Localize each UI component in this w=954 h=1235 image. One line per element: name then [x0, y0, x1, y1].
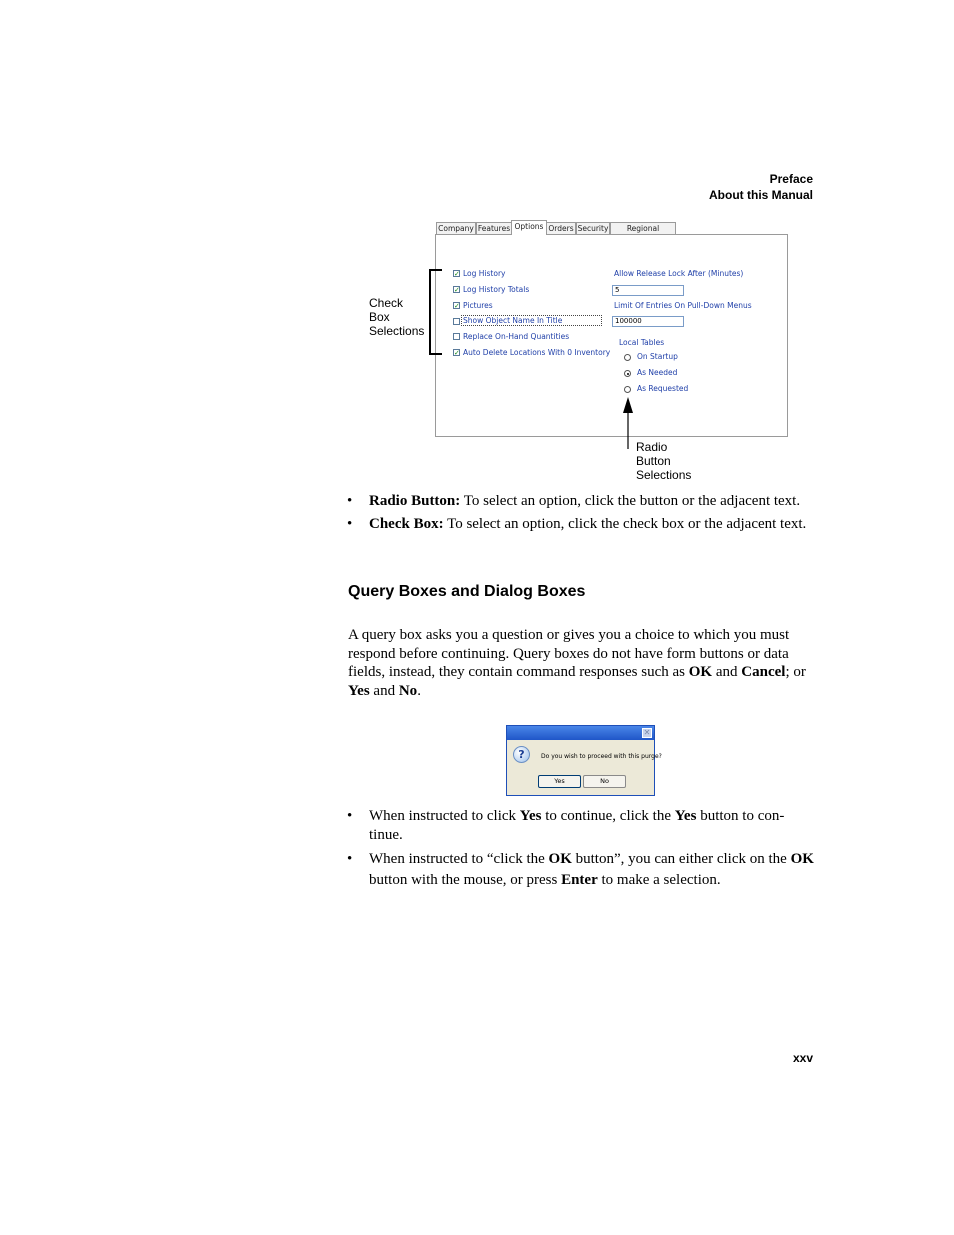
tab-company[interactable]: Company: [436, 222, 476, 234]
checkbox-label-show-object-name[interactable]: Show Object Name In Title: [461, 315, 602, 326]
tab-regional-settings[interactable]: Regional: [610, 222, 676, 234]
checkbox-log-history-totals[interactable]: ✓: [454, 286, 460, 294]
radio-label-as-requested[interactable]: As Requested: [637, 384, 689, 393]
bullet-text: button with the mouse, or press: [369, 872, 562, 888]
term-ok: OK: [790, 851, 814, 867]
radio-as-requested[interactable]: [624, 386, 631, 393]
page-number: xxv: [792, 1051, 813, 1065]
check-box-callout: [369, 296, 424, 338]
no-button[interactable]: No: [583, 775, 626, 788]
term-radio-button: Radio Button:: [369, 493, 461, 509]
bullet-dot: •: [347, 808, 353, 824]
para-ok: OK: [688, 664, 713, 680]
checkbox-label-log-history-totals[interactable]: Log History Totals: [463, 285, 530, 294]
para-yes: Yes: [348, 682, 370, 699]
radio-label-as-needed[interactable]: As Needed: [637, 368, 678, 377]
bullet-dot: •: [347, 493, 353, 509]
tab-options[interactable]: Options: [511, 220, 547, 235]
radio-callout-arrow: [620, 396, 636, 450]
bullet-text: To select an option, click the button or the adjacent text.: [460, 493, 801, 509]
bullet-dot: •: [347, 516, 353, 532]
checkbox-show-object-name[interactable]: [453, 318, 460, 325]
local-tables-label: Local Tables: [619, 338, 665, 347]
callout-radio-line1: Radio: [636, 440, 668, 454]
allow-release-input[interactable]: 5: [612, 285, 684, 296]
bullet-click-ok: [347, 849, 814, 891]
bullet-text: to make a selection.: [597, 872, 721, 888]
close-icon[interactable]: ✕: [643, 728, 651, 737]
callout-radio-line2: Button: [636, 454, 671, 468]
purge-dialog: [506, 725, 662, 796]
radio-label-on-startup[interactable]: On Startup: [637, 352, 678, 361]
para-text: .: [417, 682, 421, 699]
checkbox-replace-on-hand[interactable]: [453, 333, 460, 340]
header-section: About this Manual: [709, 188, 813, 202]
checkbox-label-replace-on-hand[interactable]: Replace On-Hand Quantities: [463, 332, 570, 341]
para-text: ; or: [785, 664, 806, 680]
checkbox-label-pictures[interactable]: Pictures: [463, 301, 493, 310]
query-box-paragraph: [348, 626, 810, 700]
para-cancel: Cancel: [741, 664, 786, 680]
term-check-box: Check Box:: [369, 516, 444, 532]
question-icon: ?: [513, 746, 530, 763]
bullet-text: to continue, click the: [541, 808, 675, 824]
allow-release-label: Allow Release Lock After (Minutes): [614, 269, 744, 278]
tab-security[interactable]: Security: [577, 224, 609, 233]
term-yes: Yes: [519, 808, 542, 824]
term-enter: Enter: [561, 872, 598, 888]
bullet-text: When instructed to “click the: [369, 851, 549, 867]
callout-check-line1: Check: [369, 296, 404, 310]
radio-on-startup[interactable]: [624, 354, 631, 361]
callout-radio-line3: Selections: [636, 468, 692, 482]
radio-as-needed[interactable]: [624, 370, 631, 377]
callout-check-line2: Box: [369, 310, 390, 324]
radio-button-callout: [636, 440, 691, 482]
bullet-click-yes: [347, 807, 809, 845]
header-chapter: Preface: [769, 172, 813, 186]
bullet-text: button”, you can either click on the: [571, 851, 791, 867]
bullet-text: When instructed to click: [369, 808, 520, 824]
checkbox-label-log-history[interactable]: Log History: [463, 269, 506, 278]
para-text: A query box asks you a question or gives you a choice to which you must respond before continuing. Query boxes do not have form buttons or data fields, instead, they contain command responses such as: [348, 627, 790, 680]
limit-entries-input[interactable]: 100000: [612, 316, 684, 327]
bullet-radio-button: [347, 492, 819, 511]
bullet-text: To select an option, click the check box or the adjacent text.: [443, 516, 807, 532]
term-yes: Yes: [674, 808, 697, 824]
tab-features[interactable]: Features: [477, 224, 511, 233]
section-heading: Query Boxes and Dialog Boxes: [348, 583, 586, 600]
limit-entries-label: Limit Of Entries On Pull-Down Menus: [614, 301, 752, 310]
para-text: and: [712, 664, 742, 680]
bullet-text: button to con-tinue.: [369, 808, 785, 843]
checkbox-auto-delete-locations[interactable]: ✓: [454, 349, 460, 357]
para-text: and: [369, 682, 399, 699]
checkbox-pictures[interactable]: ✓: [454, 302, 460, 310]
dialog-title-bar: [507, 726, 654, 740]
bullet-check-box: [347, 515, 809, 534]
para-no: No: [398, 682, 418, 699]
bullet-dot: •: [347, 851, 353, 867]
tab-orders[interactable]: Orders: [546, 222, 576, 234]
check-box-bracket: [425, 268, 445, 356]
checkbox-log-history[interactable]: ✓: [454, 270, 460, 278]
callout-check-line3: Selections: [369, 324, 425, 338]
yes-button[interactable]: Yes: [538, 775, 581, 788]
checkbox-label-auto-delete-locations[interactable]: Auto Delete Locations With 0 Inventory: [463, 348, 611, 357]
dialog-message: Do you wish to proceed with this purge?: [541, 753, 662, 760]
term-ok: OK: [548, 851, 572, 867]
